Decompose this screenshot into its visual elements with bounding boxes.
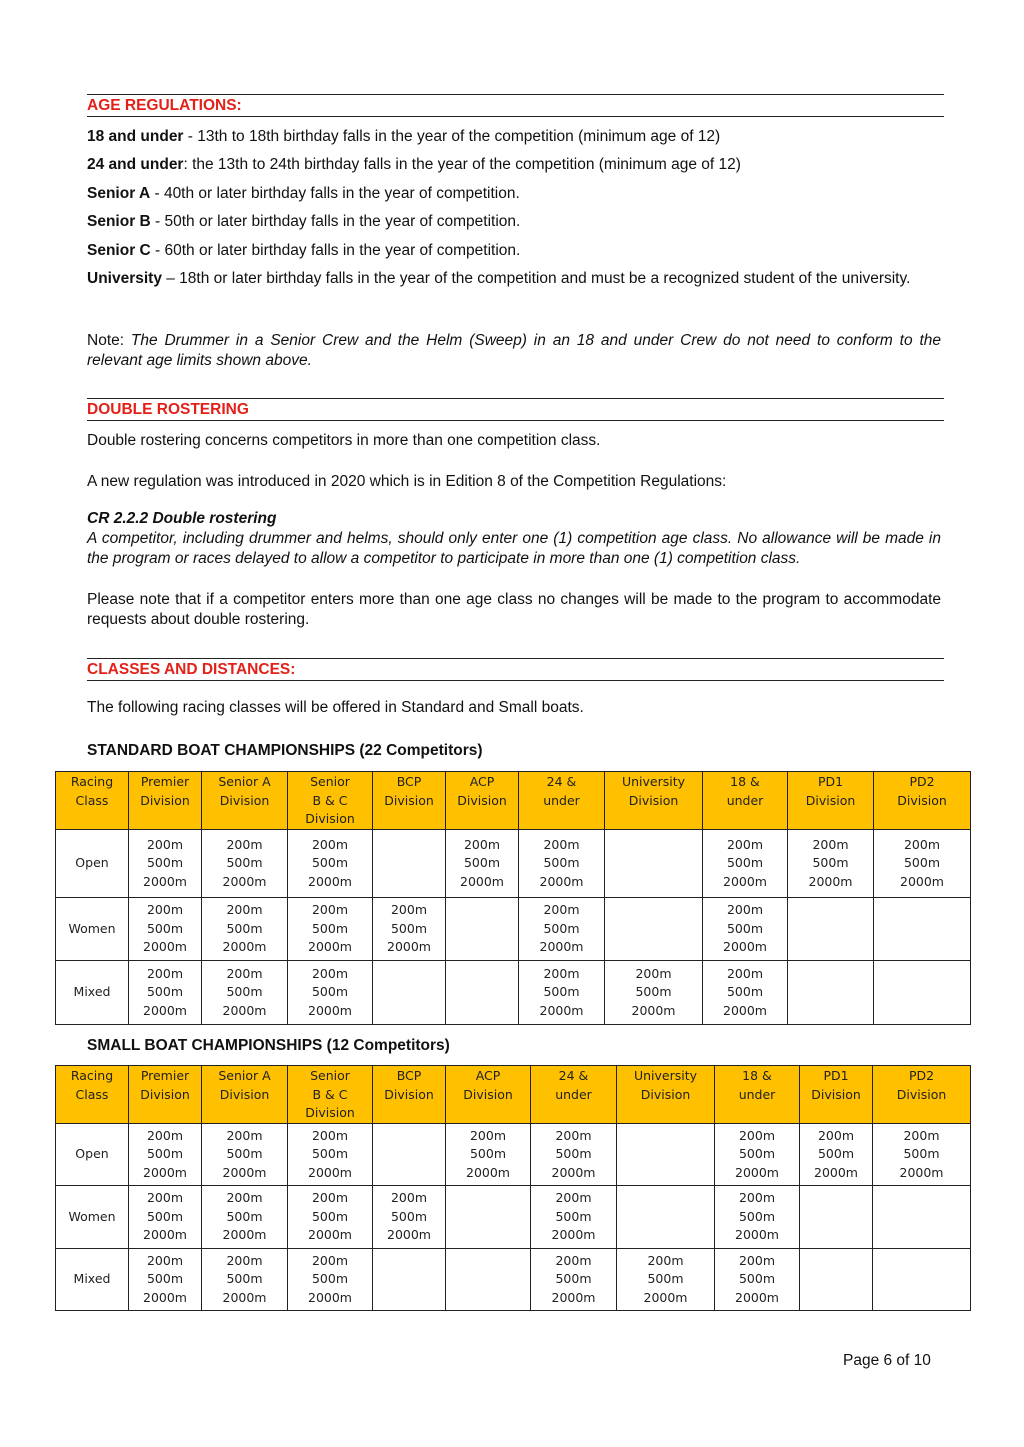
cell-text: 200m 500m 2000m: [460, 836, 504, 889]
age-regulations-heading: AGE REGULATIONS:: [87, 94, 944, 117]
cell-text: 200m 500m 2000m: [308, 1190, 352, 1243]
distance-cell: [788, 830, 874, 898]
cell-text: 200m 500m 2000m: [222, 1252, 267, 1305]
distance-cell: [202, 830, 288, 898]
distance-cell: [519, 961, 605, 1025]
distance-cell: [129, 898, 202, 961]
age-note: [87, 331, 941, 371]
cell-text: 200m 500m 2000m: [808, 836, 853, 889]
table-row: [56, 961, 971, 1025]
distance-cell: [715, 1186, 800, 1249]
age-rule-text: - 40th or later birthday falls in the year of competition.: [150, 185, 520, 202]
column-header: Senior A Division: [202, 772, 288, 830]
column-header: 18 & under: [715, 1066, 800, 1124]
distance-cell: [202, 1249, 288, 1311]
age-rule-senior-b: [87, 212, 941, 232]
distance-cell: [703, 898, 788, 961]
classes-distances-heading: CLASSES AND DISTANCES:: [87, 658, 944, 681]
cell-text: 200m 500m 2000m: [387, 902, 431, 955]
cell-text: 200m 500m 2000m: [539, 836, 584, 889]
cell-text: Open: [75, 855, 109, 871]
cr-text: A competitor, including drummer and helms, should only enter one (1) competition age class. No allowance will be made in the program or races delayed to allow a competitor to participate in more than one (1) competition class.: [87, 530, 941, 567]
cell-text: 200m 500m 2000m: [387, 1190, 431, 1243]
age-rule-senior-c: [87, 241, 941, 261]
cell-text: Women: [68, 920, 116, 936]
cell-text: 200m 500m 2000m: [466, 1127, 510, 1180]
double-rostering-note: Please note that if a competitor enters more than one age class no changes will be made to the program to accommodate requests about double rostering.: [87, 591, 941, 628]
column-header: PD1 Division: [800, 1066, 873, 1124]
cell-text: 200m 500m 2000m: [900, 836, 944, 889]
table-row: [56, 1249, 971, 1311]
cell-text: 200m 500m 2000m: [735, 1190, 779, 1243]
distance-cell: [531, 1249, 617, 1311]
column-header: BCP Division: [373, 772, 446, 830]
racing-class-cell: [56, 1249, 129, 1311]
cell-text: 200m 500m 2000m: [143, 1252, 187, 1305]
distance-cell: [288, 1249, 373, 1311]
distance-cell: [605, 898, 703, 961]
cell-text: 200m 500m 2000m: [539, 902, 584, 955]
cr-title: CR 2.2.2 Double rostering: [87, 510, 277, 527]
column-header: Premier Division: [129, 772, 202, 830]
column-header: BCP Division: [373, 1066, 446, 1124]
cell-text: 200m 500m 2000m: [222, 1127, 267, 1180]
age-rule-24-under: [87, 155, 941, 175]
distance-cell: [800, 1124, 873, 1186]
small-boat-table: [55, 1065, 971, 1311]
distance-cell: [531, 1124, 617, 1186]
age-rule-label: University: [87, 270, 162, 287]
column-header: PD2 Division: [874, 772, 971, 830]
cell-text: Mixed: [73, 984, 111, 1000]
cell-text: Open: [75, 1146, 109, 1162]
distance-cell: [373, 1124, 446, 1186]
cell-text: 200m 500m 2000m: [308, 902, 352, 955]
page-number: Page 6 of 10: [843, 1352, 931, 1369]
distance-cell: [129, 961, 202, 1025]
column-header: 24 & under: [519, 772, 605, 830]
cell-text: 200m 500m 2000m: [143, 965, 187, 1018]
racing-class-cell: [56, 830, 129, 898]
distance-cell: [531, 1186, 617, 1249]
column-header: Senior A Division: [202, 1066, 288, 1124]
distance-cell: [605, 961, 703, 1025]
racing-class-cell: [56, 898, 129, 961]
racing-class-cell: [56, 1124, 129, 1186]
distance-cell: [202, 898, 288, 961]
column-header: ACP Division: [446, 1066, 531, 1124]
age-rule-text: - 13th to 18th birthday falls in the year of the competition (minimum age of 12): [183, 128, 721, 145]
note-label: Note:: [87, 332, 131, 349]
distance-cell: [519, 898, 605, 961]
age-rule-label: Senior C: [87, 242, 151, 259]
column-header: ACP Division: [446, 772, 519, 830]
table-row: [56, 1124, 971, 1186]
column-header: Racing Class: [56, 1066, 129, 1124]
cell-text: 200m 500m 2000m: [222, 902, 267, 955]
distance-cell: [373, 1249, 446, 1311]
cell-text: 200m 500m 2000m: [735, 1127, 779, 1180]
distance-cell: [715, 1124, 800, 1186]
cell-text: 200m 500m 2000m: [308, 965, 352, 1018]
cell-text: 200m 500m 2000m: [308, 836, 352, 889]
column-header: 24 & under: [531, 1066, 617, 1124]
age-rule-university: [87, 269, 941, 289]
cell-text: 200m 500m 2000m: [143, 1190, 187, 1243]
cell-text: 200m 500m 2000m: [814, 1127, 858, 1180]
distance-cell: [873, 1124, 971, 1186]
age-rule-18-under: [87, 127, 941, 147]
double-rostering-regulation-intro: A new regulation was introduced in 2020 which is in Edition 8 of the Competition Regulations:: [87, 473, 727, 490]
double-rostering-heading: DOUBLE ROSTERING: [87, 398, 944, 421]
cell-text: 200m 500m 2000m: [308, 1127, 352, 1180]
distance-cell: [202, 1124, 288, 1186]
distance-cell: [288, 961, 373, 1025]
cell-text: 200m 500m 2000m: [308, 1252, 352, 1305]
distance-cell: [874, 830, 971, 898]
cell-text: 200m 500m 2000m: [539, 965, 584, 1018]
distance-cell: [788, 898, 874, 961]
distance-cell: [800, 1186, 873, 1249]
age-rule-label: Senior A: [87, 185, 151, 202]
distance-cell: [873, 1186, 971, 1249]
cell-text: 200m 500m 2000m: [222, 836, 267, 889]
header-row: [56, 1066, 971, 1124]
cell-text: 200m 500m 2000m: [723, 836, 767, 889]
note-text: The Drummer in a Senior Crew and the Helm (Sweep) in an 18 and under Crew do not need to conform to the relevant age limits shown above.: [87, 332, 941, 369]
distance-cell: [715, 1249, 800, 1311]
distance-cell: [129, 830, 202, 898]
distance-cell: [288, 830, 373, 898]
age-rule-text: – 18th or later birthday falls in the year of the competition and must be a recognized student of the university.: [161, 270, 911, 287]
distance-cell: [800, 1249, 873, 1311]
column-header: Racing Class: [56, 772, 129, 830]
distance-cell: [288, 898, 373, 961]
cell-text: 200m 500m 2000m: [143, 836, 187, 889]
distance-cell: [446, 1186, 531, 1249]
distance-cell: [446, 961, 519, 1025]
column-header: University Division: [605, 772, 703, 830]
distance-cell: [874, 898, 971, 961]
distance-cell: [373, 830, 446, 898]
distance-cell: [129, 1124, 202, 1186]
standard-boat-table: [55, 771, 971, 1025]
distance-cell: [617, 1124, 715, 1186]
distance-cell: [446, 898, 519, 961]
table-row: [56, 898, 971, 961]
table-row: [56, 830, 971, 898]
double-rostering-intro: Double rostering concerns competitors in more than one competition class.: [87, 432, 601, 449]
small-table-title: SMALL BOAT CHAMPIONSHIPS (12 Competitors): [87, 1037, 450, 1054]
distance-cell: [605, 830, 703, 898]
distance-cell: [288, 1186, 373, 1249]
cell-text: 200m 500m 2000m: [551, 1127, 596, 1180]
classes-intro: The following racing classes will be offered in Standard and Small boats.: [87, 699, 584, 716]
distance-cell: [446, 1249, 531, 1311]
cell-text: 200m 500m 2000m: [551, 1190, 596, 1243]
racing-class-cell: [56, 961, 129, 1025]
distance-cell: [129, 1186, 202, 1249]
age-rule-senior-a: [87, 184, 941, 204]
age-rule-text: : the 13th to 24th birthday falls in the year of the competition (minimum age of 12): [183, 156, 741, 173]
cell-text: 200m 500m 2000m: [631, 965, 676, 1018]
column-header: Premier Division: [129, 1066, 202, 1124]
age-rule-text: - 60th or later birthday falls in the year of competition.: [150, 242, 521, 259]
distance-cell: [288, 1124, 373, 1186]
age-rule-text: - 50th or later birthday falls in the year of competition.: [150, 213, 521, 230]
cell-text: Mixed: [73, 1271, 111, 1287]
cell-text: Women: [68, 1208, 116, 1224]
distance-cell: [617, 1186, 715, 1249]
column-header: PD2 Division: [873, 1066, 971, 1124]
distance-cell: [617, 1249, 715, 1311]
column-header: PD1 Division: [788, 772, 874, 830]
cell-text: 200m 500m 2000m: [143, 1127, 187, 1180]
distance-cell: [874, 961, 971, 1025]
distance-cell: [873, 1249, 971, 1311]
cell-text: 200m 500m 2000m: [222, 965, 267, 1018]
cell-text: 200m 500m 2000m: [551, 1252, 596, 1305]
cell-text: 200m 500m 2000m: [735, 1252, 779, 1305]
distance-cell: [202, 1186, 288, 1249]
cell-text: 200m 500m 2000m: [723, 965, 767, 1018]
standard-table-title: STANDARD BOAT CHAMPIONSHIPS (22 Competitors): [87, 742, 483, 759]
distance-cell: [446, 830, 519, 898]
distance-cell: [788, 961, 874, 1025]
distance-cell: [202, 961, 288, 1025]
cell-text: 200m 500m 2000m: [143, 902, 187, 955]
distance-cell: [703, 961, 788, 1025]
column-header: University Division: [617, 1066, 715, 1124]
distance-cell: [446, 1124, 531, 1186]
age-rule-label: 24 and under: [87, 156, 184, 173]
distance-cell: [373, 898, 446, 961]
racing-class-cell: [56, 1186, 129, 1249]
column-header: 18 & under: [703, 772, 788, 830]
cell-text: 200m 500m 2000m: [899, 1127, 944, 1180]
distance-cell: [703, 830, 788, 898]
distance-cell: [373, 1186, 446, 1249]
table-row: [56, 1186, 971, 1249]
age-rule-label: 18 and under: [87, 128, 184, 145]
distance-cell: [373, 961, 446, 1025]
header-row: [56, 772, 971, 830]
column-header: Senior B & C Division: [288, 772, 373, 830]
cell-text: 200m 500m 2000m: [222, 1190, 267, 1243]
cell-text: 200m 500m 2000m: [643, 1252, 688, 1305]
distance-cell: [519, 830, 605, 898]
column-header: Senior B & C Division: [288, 1066, 373, 1124]
age-rule-label: Senior B: [87, 213, 151, 230]
distance-cell: [129, 1249, 202, 1311]
cell-text: 200m 500m 2000m: [723, 902, 767, 955]
